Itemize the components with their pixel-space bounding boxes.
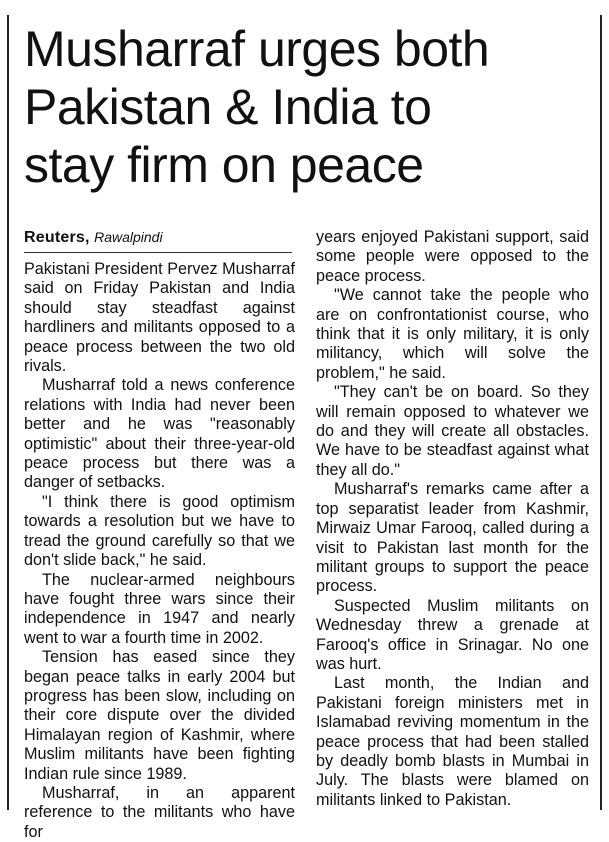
headline: Musharraf urges both Pakistan & India to stay firm on peace bbox=[24, 21, 490, 193]
paragraph: Suspected Muslim militants on Wednesday threw a grenade at Farooq's office in Srinagar. No one was hurt. bbox=[316, 596, 589, 673]
article-column-1 bbox=[24, 260, 295, 842]
article-column-2 bbox=[316, 228, 589, 810]
paragraph: Pakistani President Pervez Musharraf said on Friday Pakistan and India should stay steadfast against hardliners and militants opposed to a peace process between the two old rivals. bbox=[24, 260, 295, 376]
paragraph: The nuclear-armed neighbours have fought three wars since their independence in 1947 and nearly went to war a fourth time in 2002. bbox=[24, 570, 295, 647]
paragraph: Musharraf's remarks came after a top separatist leader from Kashmir, Mirwaiz Umar Farooq, called during a visit to Pakistan last month for the militant groups to support the peace process. bbox=[316, 480, 589, 596]
left-column-rule bbox=[7, 15, 9, 810]
paragraph: "I think there is good optimism towards a resolution but we have to tread the ground carefully so that we don't slide back," he said. bbox=[24, 492, 295, 570]
paragraph: Musharraf, in an apparent reference to the militants who have for bbox=[24, 783, 295, 841]
paragraph: Last month, the Indian and Pakistani foreign ministers met in Islamabad reviving momentum in the peace process that had been stalled by deadly bomb blasts in Mumbai in July. The blasts were blamed on militants linked to Pakistan. bbox=[316, 674, 589, 809]
byline-divider bbox=[24, 252, 292, 253]
right-column-rule bbox=[600, 15, 602, 810]
paragraph: Tension has eased since they began peace talks in early 2004 but progress has been slow, including on their core dispute over the divided Himalayan region of Kashmir, where Muslim militants have been fighting Indian rule since 1989. bbox=[24, 648, 295, 783]
paragraph: "We cannot take the people who are on confrontationist course, who think that it is only military, it is only militancy, which will solve the problem," he said. bbox=[316, 286, 589, 382]
byline-place: Rawalpindi bbox=[94, 229, 163, 245]
byline-agency: Reuters, bbox=[24, 229, 90, 246]
byline bbox=[24, 227, 294, 248]
paragraph: "They can't be on board. So they will remain opposed to whatever we do and they will create all obstacles. We have to be steadfast against what they all do." bbox=[316, 383, 589, 479]
paragraph: years enjoyed Pakistani support, said some people were opposed to the peace process. bbox=[316, 228, 589, 285]
paragraph: Musharraf told a news conference relations with India had never been better and he was "reasonably optimistic" about their three-year-old peace process but there was a danger of setbacks. bbox=[24, 376, 295, 492]
